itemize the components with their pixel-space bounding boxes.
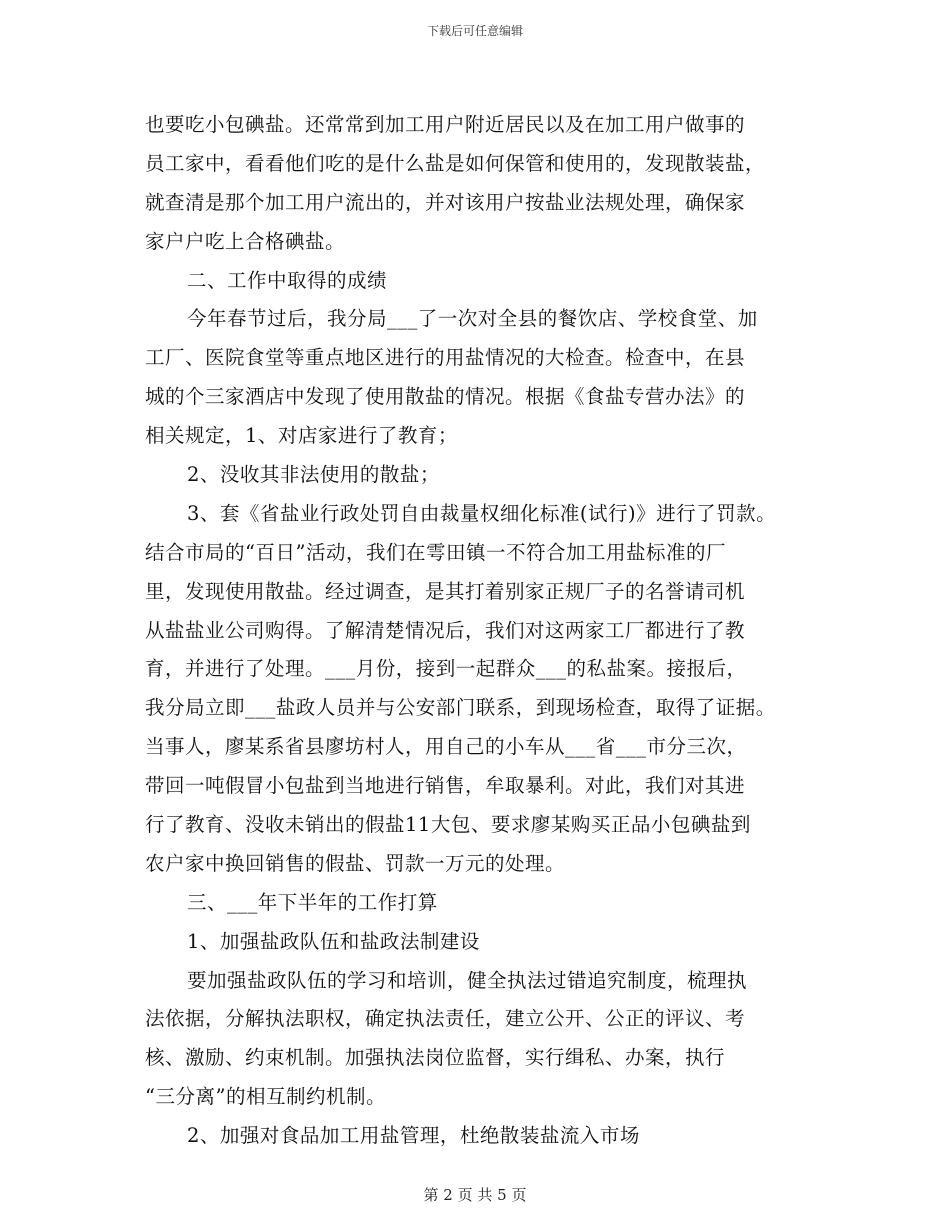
text-line: 里，发现使用散盐。经过调查，是其打着别家正规厂子的名誉请司机 (145, 579, 746, 603)
text-line: 2、没收其非法使用的散盐； (187, 463, 440, 487)
text-line: 从盐盐业公司购得。了解清楚情况后，我们对这两家工厂都进行了教 (145, 618, 746, 642)
text-line: 农户家中换回销售的假盐、罚款一万元的处理。 (145, 851, 566, 875)
text-line: 员工家中，看看他们吃的是什么盐是如何保管和使用的，发现散装盐， (145, 151, 766, 175)
text-line: 工厂、医院食堂等重点地区进行的用盐情况的大检查。检查中，在县 (145, 346, 746, 370)
text-line: 家户户吃上合格碘盐。 (145, 229, 346, 253)
text-line: 核、激励、约束机制。加强执法岗位监督，实行缉私、办案，执行 (145, 1046, 726, 1070)
text-line: 带回一吨假冒小包盐到当地进行销售，牟取暴利。对此，我们对其进 (145, 774, 746, 798)
text-line: 结合市局的“百日”活动，我们在雩田镇一不符合加工用盐标准的厂 (145, 540, 726, 564)
text-line: 城的个三家酒店中发现了使用散盐的情况。根据《食盐专营办法》的 (145, 385, 746, 409)
text-line: 3、套《省盐业行政处罚自由裁量权细化标准(试行)》进行了罚款。 (187, 501, 777, 525)
page-footer: 第 2 页 共 5 页 (423, 1186, 527, 1204)
text-line: 当事人，廖某系省县廖坊村人，用自己的小车从___省___市分三次， (145, 735, 747, 759)
text-line: 二、工作中取得的成绩 (187, 268, 388, 292)
text-line: 行了教育、没收未销出的假盐11大包、要求廖某购买正品小包碘盐到 (145, 813, 751, 837)
text-line: 要加强盐政队伍的学习和培训，健全执法过错追究制度，梳理执 (187, 968, 748, 992)
text-line: “三分离”的相互制约机制。 (145, 1085, 386, 1109)
text-line: 相关规定，1、对店家进行了教育； (145, 424, 458, 448)
document-body (145, 106, 845, 1156)
text-line: 今年春节过后，我分局___了一次对全县的餐饮店、学校食堂、加 (187, 307, 758, 331)
text-line: 育，并进行了处理。___月份，接到一起群众___的私盐案。接报后， (145, 657, 747, 681)
text-line: 1、加强盐政队伍和盐政法制建设 (187, 929, 480, 953)
text-line: 也要吃小包碘盐。还常常到加工用户附近居民以及在加工用户做事的 (145, 113, 746, 136)
text-line: 我分局立即___盐政人员并与公安部门联系，到现场检查，取得了证据。 (145, 696, 776, 720)
text-line: 三、___年下半年的工作打算 (187, 890, 438, 914)
text-line: 就查清是那个加工用户流出的，并对该用户按盐业法规处理，确保家 (145, 190, 746, 214)
text-line: 法依据，分解执法职权，确定执法责任，建立公开、公正的评议、考 (145, 1007, 746, 1031)
page-header: 下载后可任意编辑 (426, 24, 523, 38)
text-line: 2、加强对食品加工用盐管理，杜绝散装盐流入市场 (187, 1124, 640, 1148)
